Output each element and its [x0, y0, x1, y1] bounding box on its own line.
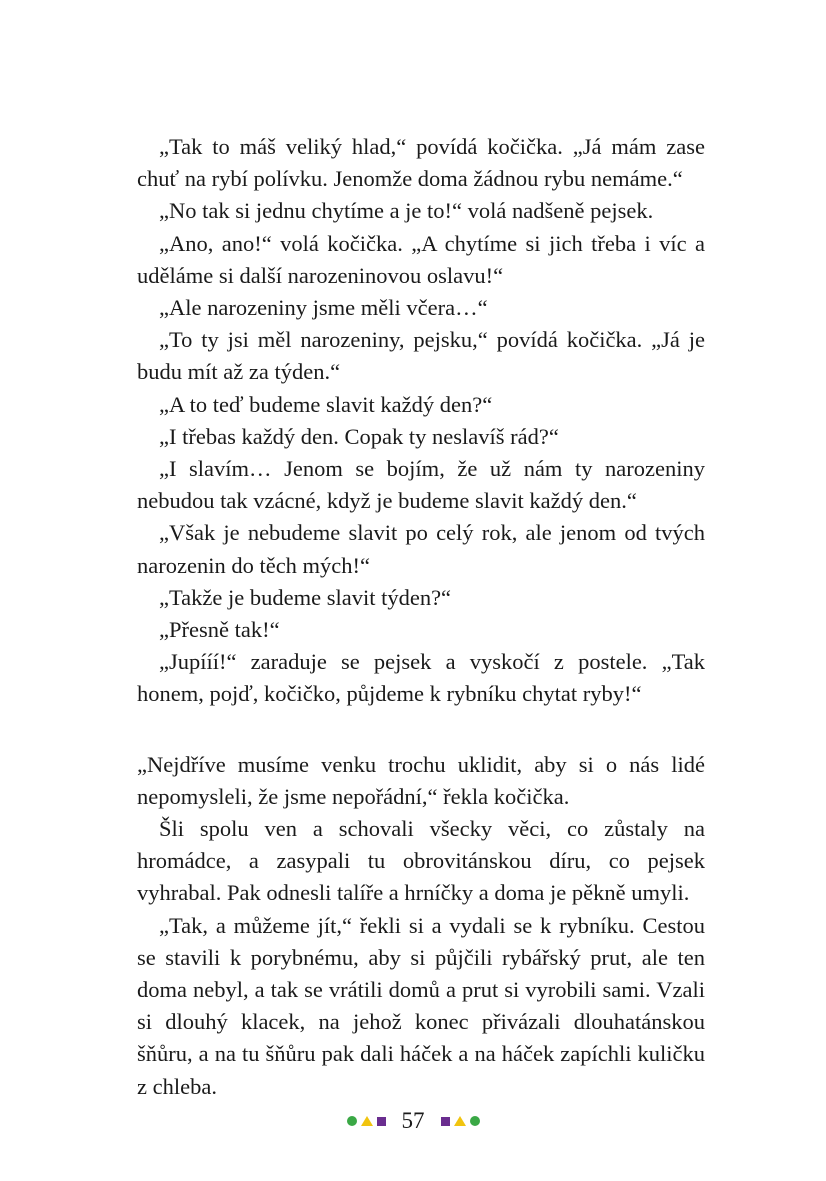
paragraph: „Tak to máš veliký hlad,“ povídá kočička. „Já mám zase chuť na rybí polívku. Jenomže doma žádnou rybu nemáme.“ — [137, 134, 705, 192]
green-circle-icon — [470, 1116, 480, 1126]
yellow-triangle-icon — [361, 1116, 373, 1126]
paragraph: Šli spolu ven a schovali všecky věci, co zůstaly na hromádce, a zasypali tu obrovitánskou díru, co pejsek vyhrabal. Pak odnesli talíře a hrníčky a doma je pěkně umyli. — [137, 816, 705, 906]
paragraph: „I slavím… Jenom se bojím, že už nám ty narozeniny nebudou tak vzácné, když je budeme slavit každý den.“ — [137, 456, 705, 514]
right-ornament — [441, 1116, 480, 1126]
paragraph: „Ano, ano!“ volá kočička. „A chytíme si jich třeba i víc a uděláme si další narozeninovou oslavu!“ — [137, 230, 705, 288]
page-body — [137, 131, 705, 1103]
purple-square-icon — [377, 1117, 386, 1126]
paragraph: „Ale narozeniny jsme měli včera…“ — [159, 295, 488, 321]
paragraph: „Přesně tak!“ — [159, 617, 280, 643]
section-break — [137, 711, 705, 749]
yellow-triangle-icon — [454, 1116, 466, 1126]
left-ornament — [347, 1116, 386, 1126]
paragraph: „Jupííí!“ zaraduje se pejsek a vyskočí z postele. „Tak honem, pojď, kočičko, půjdeme k rybníku chytat ryby!“ — [137, 649, 705, 707]
paragraph: „Tak, a můžeme jít,“ řekli si a vydali se k rybníku. Cestou se stavili k porybnému, aby si půjčili rybářský prut, ale ten doma nebyl, a tak se vrátili domů a prut si vyrobili sami. Vzali si dlouhý klacek, na jehož konec přivázali dlouhatánskou šňůru, a na tu šňůru pak dali háček a na háček zapíchli kuličku z chleba. — [137, 912, 705, 1099]
purple-square-icon — [441, 1117, 450, 1126]
paragraph: „I třebas každý den. Copak ty neslavíš rád?“ — [159, 423, 559, 449]
page-number: 57 — [401, 1108, 425, 1133]
paragraph: „No tak si jednu chytíme a je to!“ volá nadšeně pejsek. — [159, 198, 654, 224]
paragraph: „To ty jsi měl narozeniny, pejsku,“ povídá kočička. „Já je budu mít až za týden.“ — [137, 327, 705, 385]
green-circle-icon — [347, 1116, 357, 1126]
paragraph: „Však je nebudeme slavit po celý rok, ale jenom od tvých narozenin do těch mých!“ — [137, 520, 705, 578]
paragraph: „Takže je budeme slavit týden?“ — [159, 584, 452, 610]
paragraph: „A to teď budeme slavit každý den?“ — [159, 391, 493, 417]
paragraph: „Nejdříve musíme venku trochu uklidit, aby si o nás lidé nepomysleli, že jsme nepořádní,“ řekla kočička. — [137, 751, 705, 809]
page-footer — [0, 1104, 826, 1138]
